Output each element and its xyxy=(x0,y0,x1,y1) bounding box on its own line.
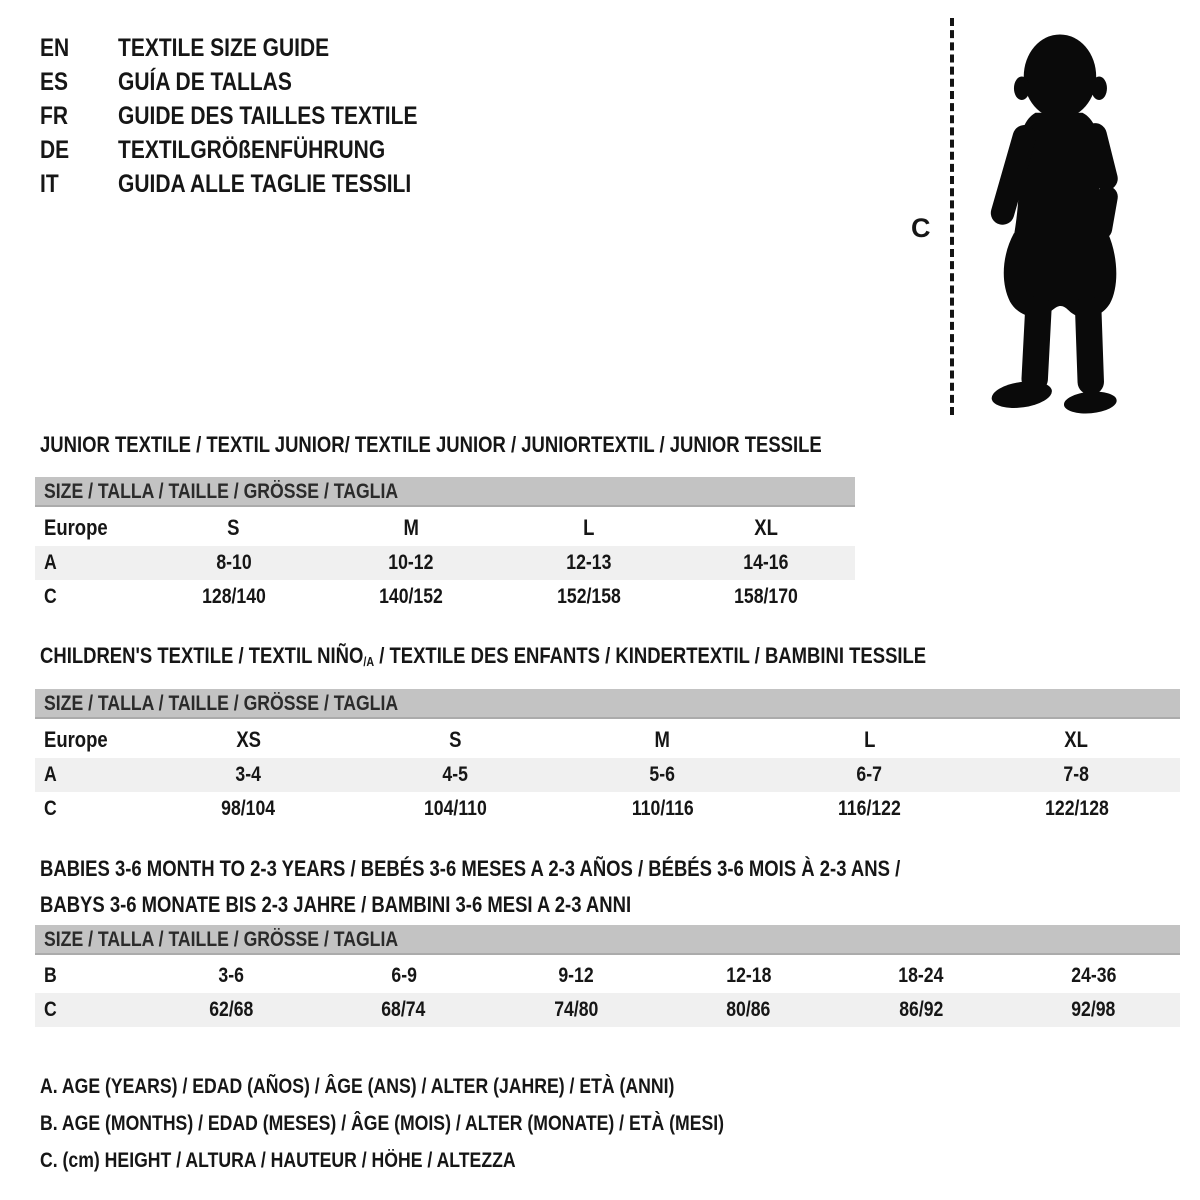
language-row-fr xyxy=(40,99,475,133)
size-cell: M xyxy=(654,727,671,752)
title-subscript: /A xyxy=(363,654,375,670)
guide-title-es: GUÍA DE TALLAS xyxy=(118,68,292,96)
size-cell: 3-4 xyxy=(235,763,262,786)
size-cell: S xyxy=(449,727,462,752)
language-code: DE xyxy=(40,136,70,164)
row-label: A xyxy=(44,763,57,786)
size-header-bar: SIZE / TALLA / TAILLE / GRÖSSE / TAGLIA xyxy=(35,477,855,507)
size-cell: 152/158 xyxy=(556,585,621,608)
size-cell: 8-10 xyxy=(216,551,252,574)
table-row xyxy=(35,993,1180,1027)
size-cell: 74/80 xyxy=(554,998,599,1021)
language-code: EN xyxy=(40,34,70,62)
table-row xyxy=(35,758,1180,792)
size-cell: 140/152 xyxy=(379,585,444,608)
size-cell: XL xyxy=(1064,727,1089,752)
table-row xyxy=(35,546,855,580)
size-cell: L xyxy=(863,727,876,752)
language-row-de xyxy=(40,133,475,167)
row-label: Europe xyxy=(44,727,108,752)
size-cell: 110/116 xyxy=(631,797,694,820)
size-cell: 9-12 xyxy=(558,963,594,987)
size-cell: 92/98 xyxy=(1071,998,1116,1021)
size-cell: 6-7 xyxy=(856,763,883,786)
babies-title-line1: BABIES 3-6 MONTH TO 2-3 YEARS / BEBÉS 3-6 MESES A 2-3 AÑOS / BÉBÉS 3-6 MOIS À 2-3 ANS / xyxy=(40,856,901,881)
size-cell: 18-24 xyxy=(898,963,944,987)
height-measure-dashed-line xyxy=(950,18,954,415)
size-cell: 12-18 xyxy=(726,963,772,987)
language-title-list xyxy=(40,31,475,201)
language-row-it xyxy=(40,167,475,201)
language-row-en xyxy=(40,31,475,65)
language-row-es xyxy=(40,65,475,99)
size-cell: 4-5 xyxy=(442,763,469,786)
size-cell: 62/68 xyxy=(209,998,254,1021)
table-row xyxy=(35,580,855,614)
size-cell: 128/140 xyxy=(201,585,266,608)
size-cell: 6-9 xyxy=(390,963,417,987)
table-row xyxy=(35,722,1180,758)
size-cell: XL xyxy=(754,515,779,540)
table-row xyxy=(35,958,1180,993)
size-cell: 86/92 xyxy=(899,998,944,1021)
size-cell: 10-12 xyxy=(388,551,434,574)
size-header-bar: SIZE / TALLA / TAILLE / GRÖSSE / TAGLIA xyxy=(35,925,1180,955)
row-label: A xyxy=(44,551,57,574)
guide-title-it: GUIDA ALLE TAGLIE TESSILI xyxy=(118,170,412,198)
row-label: C xyxy=(44,998,57,1021)
size-cell: 3-6 xyxy=(218,963,244,987)
language-code: FR xyxy=(40,102,68,130)
legend-line-c: C. (cm) HEIGHT / ALTURA / HAUTEUR / HÖHE / ALTEZZA xyxy=(40,1149,516,1172)
row-label: C xyxy=(44,585,57,608)
legend-line-b: B. AGE (MONTHS) / EDAD (MESES) / ÂGE (MOIS) / ALTER (MONATE) / ETÀ (MESI) xyxy=(40,1112,725,1135)
size-cell: 80/86 xyxy=(726,998,771,1021)
babies-size-table xyxy=(35,925,1180,1027)
language-code: ES xyxy=(40,68,69,96)
size-cell: 12-13 xyxy=(566,551,612,574)
guide-title-en: TEXTILE SIZE GUIDE xyxy=(118,34,330,62)
size-cell: M xyxy=(403,515,419,540)
row-label: Europe xyxy=(44,515,108,540)
junior-section-title: JUNIOR TEXTILE / TEXTIL JUNIOR/ TEXTILE JUNIOR / JUNIORTEXTIL / JUNIOR TESSILE xyxy=(40,432,822,457)
size-cell: 122/128 xyxy=(1044,797,1109,820)
size-header-bar: SIZE / TALLA / TAILLE / GRÖSSE / TAGLIA xyxy=(35,689,1180,719)
height-measure-figure xyxy=(905,15,1175,427)
size-cell: XS xyxy=(236,727,261,752)
measurement-legend xyxy=(40,1068,854,1179)
guide-title-de: TEXTILGRÖßENFÜHRUNG xyxy=(118,136,386,164)
size-cell: 158/170 xyxy=(734,585,799,608)
table-row xyxy=(35,792,1180,826)
row-label: C xyxy=(44,797,57,820)
guide-title-fr: GUIDE DES TAILLES TEXTILE xyxy=(118,102,418,130)
size-cell: 116/122 xyxy=(838,797,901,820)
legend-line-a: A. AGE (YEARS) / EDAD (AÑOS) / ÂGE (ANS) / ALTER (JAHRE) / ETÀ (ANNI) xyxy=(40,1075,675,1098)
junior-size-table xyxy=(35,477,855,614)
row-label: B xyxy=(44,963,57,987)
babies-title-line2: BABYS 3-6 MONATE BIS 2-3 JAHRE / BAMBINI 3-6 MESI A 2-3 ANNI xyxy=(40,892,632,917)
size-cell: 68/74 xyxy=(381,998,426,1021)
size-cell: 7-8 xyxy=(1063,763,1090,786)
size-cell: 14-16 xyxy=(743,551,789,574)
size-cell: 24-36 xyxy=(1071,963,1117,987)
babies-section-title xyxy=(40,851,1064,923)
size-cell: S xyxy=(227,515,240,540)
height-measure-label: C xyxy=(911,213,931,243)
size-cell: 104/110 xyxy=(424,797,487,820)
language-code: IT xyxy=(40,170,59,198)
size-cell: 98/104 xyxy=(221,797,276,820)
size-cell: L xyxy=(583,515,595,540)
toddler-silhouette-icon xyxy=(965,15,1151,421)
table-row xyxy=(35,510,855,546)
children-section-title: CHILDREN'S TEXTILE / TEXTIL NIÑO/A / TEXTILE DES ENFANTS / KINDERTEXTIL / BAMBINI TESSILE xyxy=(40,643,927,670)
children-size-table xyxy=(35,689,1180,826)
size-cell: 5-6 xyxy=(649,763,676,786)
